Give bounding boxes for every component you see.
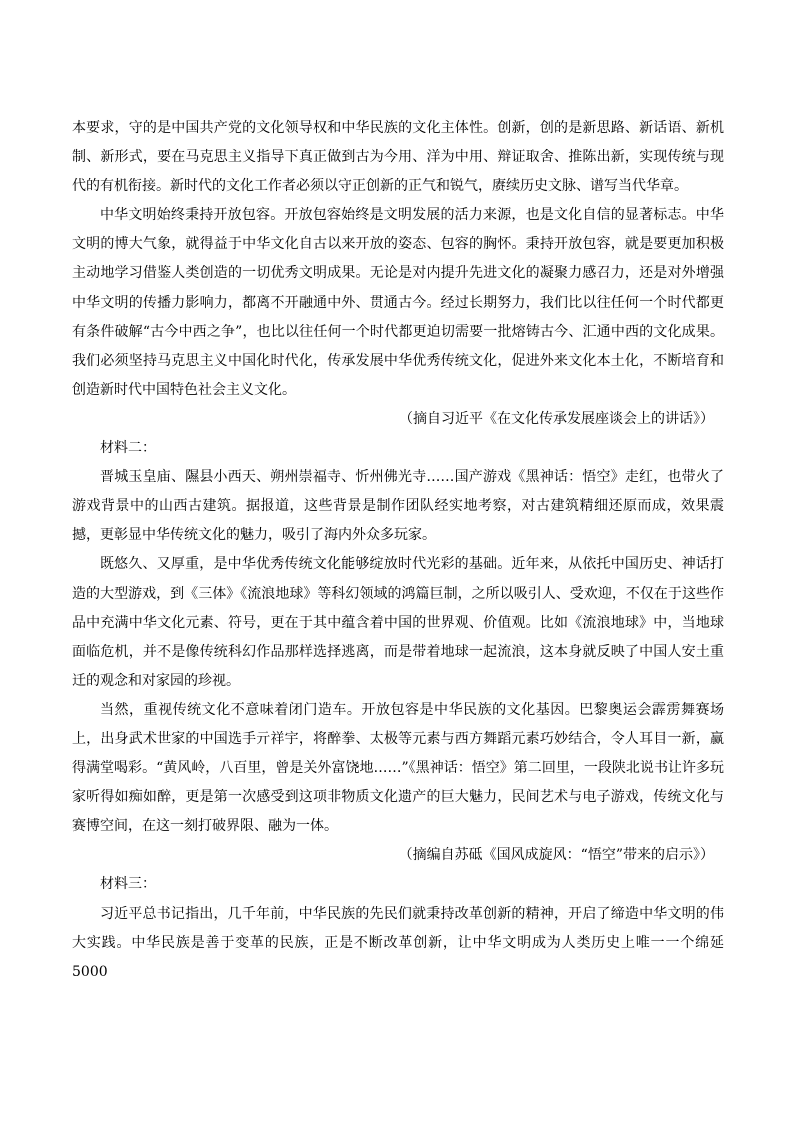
- paragraph: 当然，重视传统文化不意味着闭门造车。开放包容是中华民族的文化基因。巴黎奥运会霹雳舞赛场上，出身武术世家的中国选手亓祥宇，将醉拳、太极等元素与西方舞蹈元素巧妙结合，令人耳目一新，赢得满堂喝彩。“黄风岭，八百里，曾是关外富饶地……”《黑神话：悟空》第二回里，一段陕北说书让许多玩家听得如痴如醉，更是第一次感受到这项非物质文化遗产的巨大魅力，民间艺术与电子游戏，传统文化与赛博空间，在这一刻打破界限、融为一体。: [72, 701, 724, 835]
- document-page: [72, 114, 724, 987]
- paragraph: 本要求，守的是中国共产党的文化领导权和中华民族的文化主体性。创新，创的是新思路、新话语、新机制、新形式，要在马克思主义指导下真正做到古为今用、洋为中用、辩证取舍、推陈出新，实现传统与现代的有机衔接。新时代的文化工作者必须以守正创新的正气和锐气，赓续历史文脉、谱写当代华章。: [72, 120, 724, 195]
- paragraph: 既悠久、又厚重，是中华优秀传统文化能够绽放时代光彩的基础。近年来，从依托中国历史、神话打造的大型游戏，到《三体》《流浪地球》等科幻领域的鸿篇巨制，之所以吸引人、受欢迎，不仅在于这些作品中充满中华文化元素、符号，更在于其中蕴含着中国的世界观、价值观。比如《流浪地球》中，当地球面临危机，并不是像传统科幻作品那样选择逃离，而是带着地球一起流浪，这本身就反映了中国人安土重迁的观念和对家园的珍视。: [72, 556, 724, 689]
- source-citation: （摘编自苏砥《国风成旋风：“悟空”带来的启示》）: [398, 847, 714, 864]
- section-heading: 材料二：: [100, 440, 156, 457]
- paragraph: 中华文明始终秉持开放包容。开放包容始终是文明发展的活力来源，也是文化自信的显著标志。中华文明的博大气象，就得益于中华文化自古以来开放的姿态、包容的胸怀。秉持开放包容，就是要更加积极主动地学习借鉴人类创造的一切优秀文明成果。无论是对内提升先进文化的凝聚力感召力，还是对外增强中华文明的传播力影响力，都离不开融通中外、贯通古今。经过长期努力，我们比以往任何一个时代都更有条件破解“古今中西之争”，也比以往任何一个时代都更迫切需要一批熔铸古今、汇通中西的文化成果。我们必须坚持马克思主义中国化时代化，传承发展中华优秀传统文化，促进外来文化本土化，不断培育和创造新时代中国特色社会主义文化。: [72, 207, 724, 398]
- source-citation: （摘自习近平《在文化传承发展座谈会上的讲话》）: [399, 410, 714, 427]
- section-heading: 材料三：: [100, 876, 156, 893]
- paragraph: 晋城玉皇庙、隰县小西天、朔州崇福寺、忻州佛光寺……国产游戏《黑神话：悟空》走红，也带火了游戏背景中的山西古建筑。据报道，这些背景是制作团队经实地考察，对古建筑精细还原而成，效果震撼，更彰显中华传统文化的魅力，吸引了海内外众多玩家。: [72, 469, 724, 544]
- paragraph: 习近平总书记指出，几千年前，中华民族的先民们就秉持改革创新的精神，开启了缔造中华文明的伟大实践。中华民族是善于变革的民族，正是不断改革创新，让中华文明成为人类历史上唯一一个绵延 5000: [72, 905, 724, 980]
